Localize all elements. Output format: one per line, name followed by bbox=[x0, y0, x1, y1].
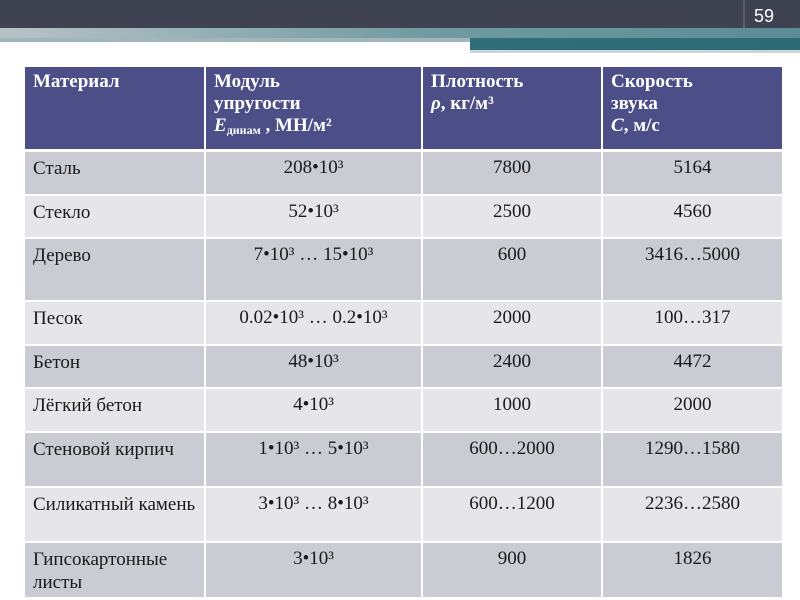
cell-material: Бетон bbox=[25, 345, 205, 388]
decorative-stripe-right bbox=[470, 38, 800, 50]
header-modulus-subscript: динам bbox=[226, 123, 261, 137]
cell-modulus: 3•10³ … 8•10³ bbox=[205, 487, 422, 542]
cell-material: Стекло bbox=[25, 195, 205, 238]
table-row bbox=[25, 345, 782, 388]
header-speed-line1: Скорость bbox=[611, 71, 693, 92]
cell-modulus: 3•10³ bbox=[205, 542, 422, 598]
cell-density: 2500 bbox=[422, 195, 602, 238]
table-row bbox=[25, 301, 782, 345]
header-modulus-unit: , МН/м² bbox=[260, 115, 332, 136]
cell-modulus: 208•10³ bbox=[205, 151, 422, 195]
cell-speed: 1826 bbox=[602, 542, 782, 598]
header-modulus bbox=[205, 67, 422, 151]
cell-material: Гипсокартонные листы bbox=[25, 542, 205, 598]
cell-material: Песок bbox=[25, 301, 205, 345]
cell-material: Стеновой кирпич bbox=[25, 432, 205, 487]
cell-speed: 4560 bbox=[602, 195, 782, 238]
cell-material: Дерево bbox=[25, 238, 205, 301]
cell-modulus: 0.02•10³ … 0.2•10³ bbox=[205, 301, 422, 345]
cell-material: Силикатный камень bbox=[25, 487, 205, 542]
header-modulus-line1: Модуль bbox=[214, 71, 280, 92]
top-bar bbox=[0, 0, 800, 28]
cell-speed: 2000 bbox=[602, 388, 782, 432]
page-divider bbox=[743, 0, 745, 28]
table-row bbox=[25, 195, 782, 238]
cell-density: 600 bbox=[422, 238, 602, 301]
cell-speed: 100…317 bbox=[602, 301, 782, 345]
cell-speed: 5164 bbox=[602, 151, 782, 195]
table-row bbox=[25, 388, 782, 432]
cell-density: 600…2000 bbox=[422, 432, 602, 487]
header-speed bbox=[602, 67, 782, 151]
header-density-symbol: ρ bbox=[431, 93, 441, 114]
cell-modulus: 7•10³ … 15•10³ bbox=[205, 238, 422, 301]
header-modulus-symbol: E bbox=[214, 115, 227, 136]
cell-density: 2400 bbox=[422, 345, 602, 388]
cell-speed: 1290…1580 bbox=[602, 432, 782, 487]
header-material bbox=[25, 67, 205, 151]
cell-density: 600…1200 bbox=[422, 487, 602, 542]
header-speed-line2: звука bbox=[611, 93, 658, 114]
table-row bbox=[25, 432, 782, 487]
cell-speed: 4472 bbox=[602, 345, 782, 388]
cell-speed: 3416…5000 bbox=[602, 238, 782, 301]
cell-material: Сталь bbox=[25, 151, 205, 195]
decorative-band bbox=[0, 28, 800, 38]
table-row bbox=[25, 542, 782, 598]
cell-modulus: 1•10³ … 5•10³ bbox=[205, 432, 422, 487]
materials-table bbox=[25, 67, 782, 599]
header-density-unit: , кг/м³ bbox=[440, 93, 494, 114]
cell-density: 7800 bbox=[422, 151, 602, 195]
cell-density: 2000 bbox=[422, 301, 602, 345]
cell-density: 1000 bbox=[422, 388, 602, 432]
header-speed-unit: , м/с bbox=[623, 115, 660, 136]
header-modulus-line2: упругости bbox=[214, 93, 301, 114]
cell-speed: 2236…2580 bbox=[602, 487, 782, 542]
table-row bbox=[25, 238, 782, 301]
decorative-stripe-left bbox=[0, 38, 470, 42]
cell-modulus: 4•10³ bbox=[205, 388, 422, 432]
decorative-stripe-thin bbox=[470, 50, 800, 53]
cell-density: 900 bbox=[422, 542, 602, 598]
cell-material: Лёгкий бетон bbox=[25, 388, 205, 432]
header-density bbox=[422, 67, 602, 151]
header-speed-symbol: C bbox=[611, 115, 624, 136]
cell-modulus: 48•10³ bbox=[205, 345, 422, 388]
table-header-row bbox=[25, 67, 782, 151]
header-density-line1: Плотность bbox=[431, 71, 524, 92]
page-number: 59 bbox=[753, 6, 774, 26]
header-material-label: Материал bbox=[33, 71, 120, 92]
table-row bbox=[25, 487, 782, 542]
table-row bbox=[25, 151, 782, 195]
cell-modulus: 52•10³ bbox=[205, 195, 422, 238]
